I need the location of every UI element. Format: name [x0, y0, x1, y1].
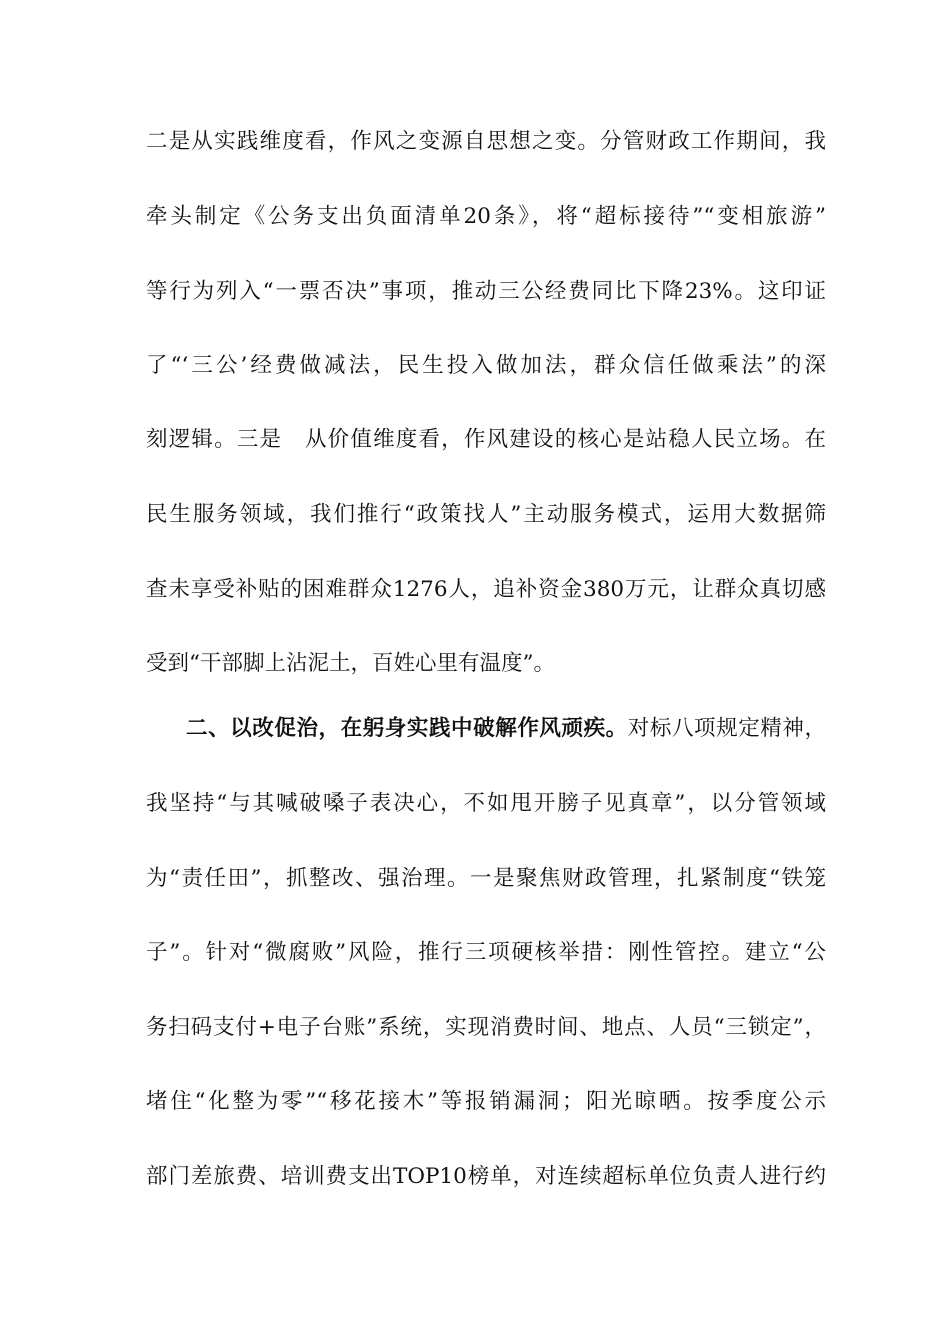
- paragraph-line: 我坚持“与其喊破嗓子表决心，不如甩开膀子见真章”，以分管领域: [146, 791, 826, 816]
- paragraph-line: 务扫码支付+电子台账”系统，实现消费时间、地点、人员“三锁定”，: [146, 1015, 826, 1040]
- paragraph-line: 民生服务领域，我们推行“政策找人”主动服务模式，运用大数据筛: [146, 502, 826, 527]
- paragraph-line: 牵头制定《公务支出负面清单20条》，将“超标接待”“变相旅游”: [146, 204, 826, 229]
- paragraph-line: 为“责任田”，抓整改、强治理。一是聚焦财政管理，扎紧制度“铁笼: [146, 866, 826, 891]
- paragraph-line: 等行为列入“一票否决”事项，推动三公经费同比下降23%。这印证: [146, 279, 826, 304]
- paragraph-line: 受到“干部脚上沾泥土，百姓心里有温度”。: [146, 651, 555, 676]
- section-heading: 二、以改促治，在躬身实践中破解作风顽疾。: [186, 716, 628, 741]
- paragraph-line: 子”。针对“微腐败”风险，推行三项硬核举措：刚性管控。建立“公: [146, 940, 826, 965]
- paragraph-line: 了“‘三公’经费做减法，民生投入做加法，群众信任做乘法”的深: [146, 353, 826, 378]
- paragraph-line: 刻逻辑。三是 从价值维度看，作风建设的核心是站稳人民立场。在: [146, 427, 826, 452]
- paragraph-line: 堵住“化整为零”“移花接木”等报销漏洞；阳光晾晒。按季度公示: [146, 1089, 826, 1114]
- paragraph-line: 部门差旅费、培训费支出TOP10榜单，对连续超标单位负责人进行约: [146, 1164, 826, 1189]
- paragraph-line: 二是从实践维度看，作风之变源自思想之变。分管财政工作期间，我: [146, 129, 826, 154]
- paragraph-line: 查未享受补贴的困难群众1276人，追补资金380万元，让群众真切感: [146, 577, 826, 602]
- section-lead-text: 对标八项规定精神，: [627, 716, 826, 741]
- section-heading-line: [186, 713, 826, 745]
